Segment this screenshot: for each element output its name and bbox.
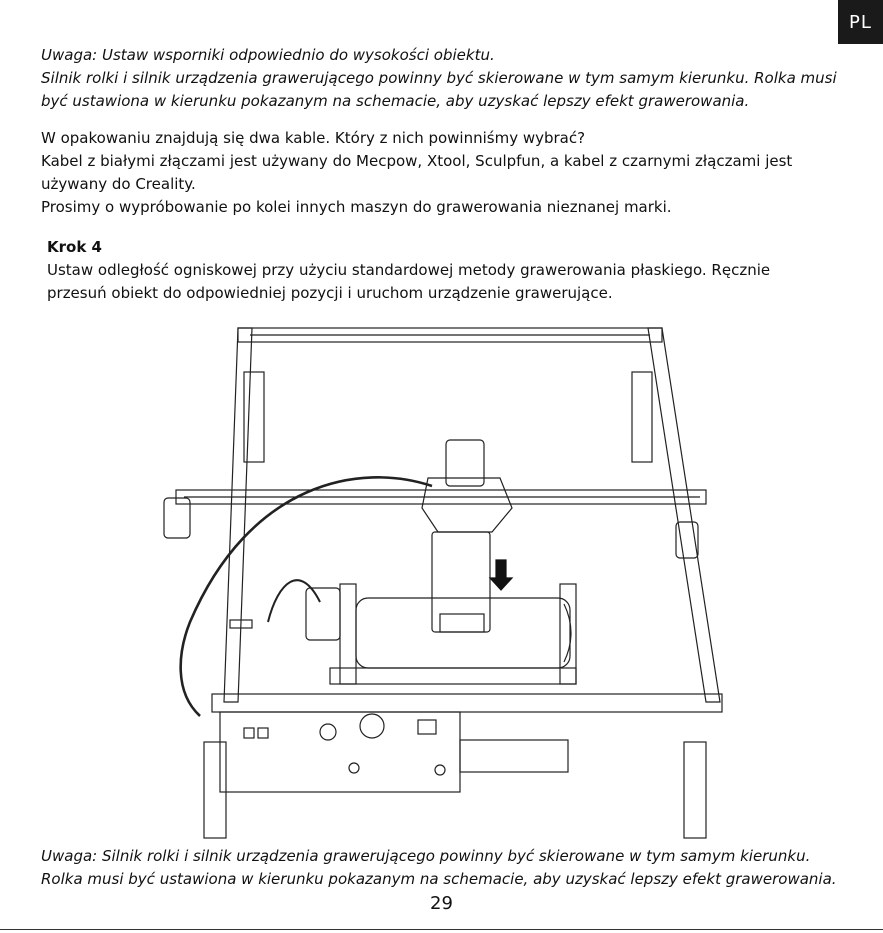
cables-line: Kabel z białymi złączami jest używany do Mecpow, Xtool, Sculpfun, a kabel z czarnymi złączami jest: [41, 152, 793, 170]
front-extrusion: [460, 740, 568, 772]
step-line: przesuń obiekt do odpowiedniej pozycji i uruchom urządzenie grawerujące.: [47, 284, 613, 302]
laser-head-motor: [446, 440, 484, 486]
focus-knob: [320, 724, 336, 740]
laser-nozzle: [440, 614, 484, 632]
step-line: Ustaw odległość ogniskowej przy użyciu standardowej metody grawerowania płaskiego. Ręcznie: [47, 261, 771, 279]
usb-port-icon: [258, 728, 268, 738]
roller-cylinder: [356, 598, 570, 668]
cables-line: W opakowaniu znajdują się dwa kable. Który z nich powinniśmy wybrać?: [41, 129, 586, 147]
front-screw-right: [435, 765, 445, 775]
power-port-icon: [244, 728, 254, 738]
cables-line: używany do Creality.: [41, 175, 196, 193]
language-tab: PL: [838, 0, 883, 44]
emergency-stop-button: [360, 714, 384, 738]
note-top-line: być ustawiona w kierunku pokazanym na schemacie, aby uzyskać lepszy efekt grawerowania.: [41, 92, 750, 110]
front-screw: [349, 763, 359, 773]
laser-module: [432, 532, 490, 632]
note-bottom-line: Rolka musi być ustawiona w kierunku pokazanym na schemacie, aby uzyskać lepszy efekt grawerowania.: [41, 870, 837, 888]
cables-paragraph: [41, 127, 841, 219]
down-arrow-icon: [490, 560, 512, 590]
front-rail: [212, 694, 722, 712]
front-left-leg: [204, 742, 226, 838]
engraver-diagram-svg: [160, 322, 730, 842]
roller-motor: [306, 588, 340, 640]
roller-cable: [268, 580, 320, 622]
cables-line: Prosimy o wypróbowanie po kolei innych maszyn do grawerowania nieznanej marki.: [41, 198, 672, 216]
roller-left-bracket: [340, 584, 356, 684]
note-top-line: Silnik rolki i silnik urządzenia grawerującego powinny być skierowane w tym samym kierunku. Rolka musi: [41, 69, 837, 87]
note-top: [41, 44, 841, 113]
page-number: 29: [430, 893, 453, 914]
note-bottom-line: Uwaga: Silnik rolki i silnik urządzenia grawerującego powinny być skierowane w tym samym kierunku.: [41, 847, 811, 865]
control-box: [220, 712, 460, 792]
step-title: Krok 4: [47, 238, 102, 256]
roller-base: [330, 668, 576, 684]
bottom-divider: [0, 929, 883, 930]
rear-right-leg: [632, 372, 652, 462]
laser-engraver-roller-illustration: [160, 322, 730, 842]
note-bottom: [41, 845, 841, 891]
step-section: [47, 236, 847, 305]
left-rail: [224, 328, 252, 702]
note-top-line: Uwaga: Ustaw wsporniki odpowiednio do wysokości obiektu.: [41, 46, 495, 64]
right-rail: [648, 328, 720, 702]
power-switch: [418, 720, 436, 734]
front-right-leg: [684, 742, 706, 838]
